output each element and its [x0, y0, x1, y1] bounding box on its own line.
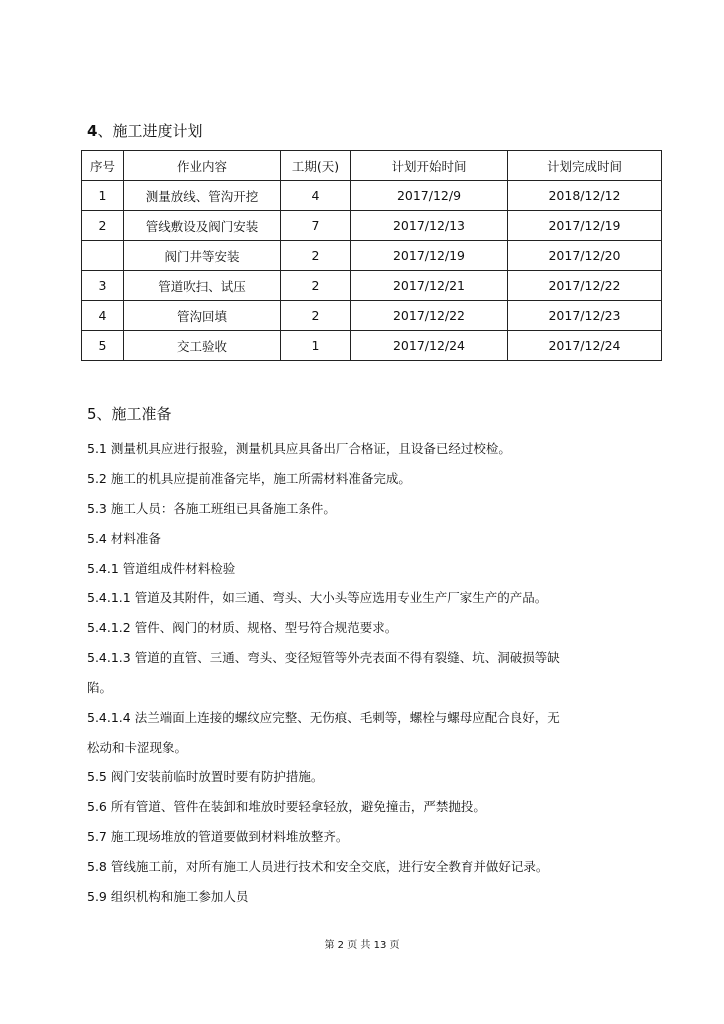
paragraph: 5.6 所有管道、管件在装卸和堆放时要轻拿轻放，避免撞击，严禁抛投。 [87, 799, 486, 814]
table-cell: 2017/12/19 [351, 241, 508, 271]
table-cell: 2017/12/24 [508, 331, 662, 361]
table-row [82, 331, 662, 361]
table-cell: 测量放线、管沟开挖 [124, 181, 281, 211]
table-cell: 阀门井等安装 [124, 241, 281, 271]
table-cell: 管沟回填 [124, 301, 281, 331]
paragraph: 5.4.1.1 管道及其附件，如三通、弯头、大小头等应选用专业生产厂家生产的产品。 [87, 590, 548, 605]
section-4-heading [87, 120, 202, 141]
paragraph: 5.8 管线施工前，对所有施工人员进行技术和安全交底，进行安全教育并做好记录。 [87, 859, 549, 874]
table-cell: 2 [82, 211, 124, 241]
table-cell: 4 [82, 301, 124, 331]
paragraph: 5.3 施工人员：各施工班组已具备施工条件。 [87, 501, 336, 516]
table-cell: 2017/12/21 [351, 271, 508, 301]
table-cell: 2 [281, 241, 351, 271]
paragraph: 陷。 [87, 680, 113, 695]
table-cell: 2017/12/22 [351, 301, 508, 331]
table-cell: 1 [82, 181, 124, 211]
table-cell: 2017/12/23 [508, 301, 662, 331]
table-row [82, 301, 662, 331]
section-5-heading: 5、施工准备 [87, 405, 172, 423]
table-cell: 2 [281, 271, 351, 301]
table-header-row [82, 151, 662, 181]
header-cell: 计划完成时间 [508, 151, 662, 181]
table-cell: 5 [82, 331, 124, 361]
section-4-number: 4 [87, 122, 98, 140]
table-cell: 1 [281, 331, 351, 361]
table-cell: 2017/12/9 [351, 181, 508, 211]
header-cell: 计划开始时间 [351, 151, 508, 181]
paragraph: 松动和卡涩现象。 [87, 740, 188, 755]
paragraph: 5.4 材料准备 [87, 531, 161, 546]
paragraph: 5.4.1.2 管件、阀门的材质、规格、型号符合规范要求。 [87, 620, 398, 635]
table-cell: 2017/12/13 [351, 211, 508, 241]
paragraph: 5.2 施工的机具应提前准备完毕，施工所需材料准备完成。 [87, 471, 411, 486]
table-row [82, 241, 662, 271]
table-cell: 2017/12/24 [351, 331, 508, 361]
page-footer: 第 2 页 共 13 页 [324, 940, 400, 951]
table-cell: 3 [82, 271, 124, 301]
header-cell: 工期(天) [281, 151, 351, 181]
section-4-title: 、施工进度计划 [97, 122, 203, 140]
table-row [82, 181, 662, 211]
header-cell: 作业内容 [124, 151, 281, 181]
table-cell: 管线敷设及阀门安装 [124, 211, 281, 241]
table-cell: 交工验收 [124, 331, 281, 361]
table-cell: 7 [281, 211, 351, 241]
table-cell: 2 [281, 301, 351, 331]
table-cell: 2017/12/22 [508, 271, 662, 301]
paragraph: 5.5 阀门安装前临时放置时要有防护措施。 [87, 769, 324, 784]
table-cell: 2017/12/20 [508, 241, 662, 271]
table-cell [82, 241, 124, 271]
paragraph: 5.4.1.3 管道的直管、三通、弯头、变径短管等外壳表面不得有裂缝、坑、洞破损等缺 [87, 650, 560, 665]
table-cell: 2017/12/19 [508, 211, 662, 241]
paragraph: 5.7 施工现场堆放的管道要做到材料堆放整齐。 [87, 829, 349, 844]
table-row [82, 211, 662, 241]
paragraph: 5.4.1 管道组成件材料检验 [87, 561, 236, 576]
schedule-table [81, 150, 662, 361]
table-row [82, 271, 662, 301]
paragraph: 5.1 测量机具应进行报验，测量机具应具备出厂合格证，且设备已经过校检。 [87, 441, 511, 456]
paragraph: 5.4.1.4 法兰端面上连接的螺纹应完整、无伤痕、毛刺等，螺栓与螺母应配合良好，无 [87, 710, 560, 725]
table-cell: 2018/12/12 [508, 181, 662, 211]
table-cell: 管道吹扫、试压 [124, 271, 281, 301]
table-cell: 4 [281, 181, 351, 211]
header-cell: 序号 [82, 151, 124, 181]
paragraph: 5.9 组织机构和施工参加人员 [87, 889, 249, 904]
